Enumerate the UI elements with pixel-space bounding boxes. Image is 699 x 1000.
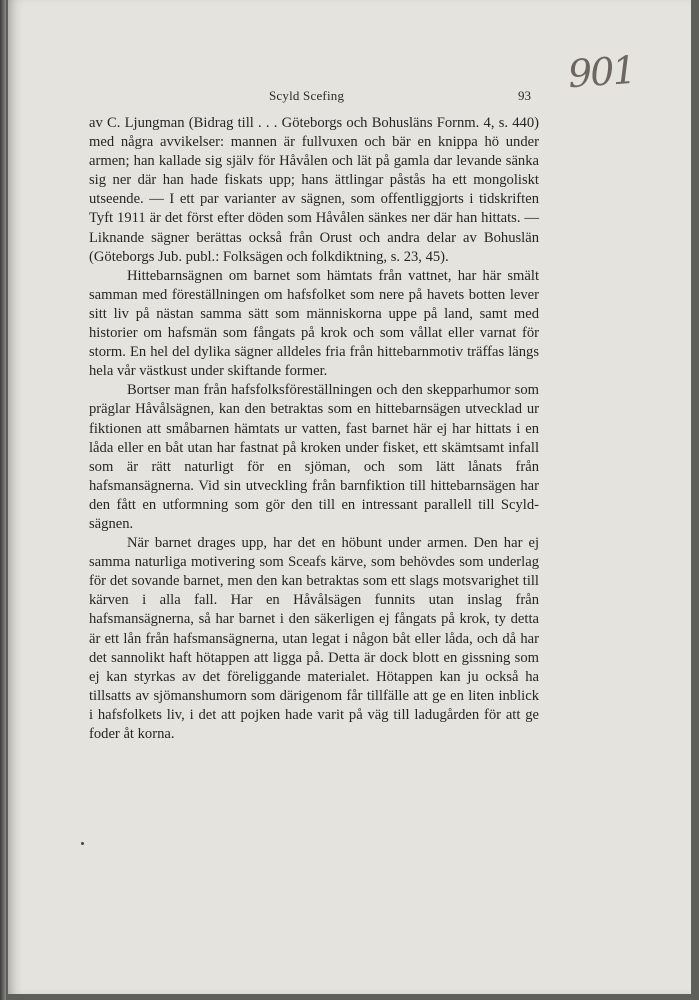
paragraph: Bortser man från hafsfolksföreställningen och den skepparhumor som präglar Håvålsägnen, kan den betraktas som en hittebarnsägen utvecklad ur fiktionen att småbarnen hämtats ur vatten, fast barnet här ej har hittats i en låda eller en båt utan har fastnat på kroken under fisket, ett skämtsamt infall som är rätt naturligt för en sjöman, och som lätt lånats från hafsmansägnerna. Vid sin utveckling från barnfiktion till hittebarnsägen har den fått en utformning som gör den till en intressant parallell till Scyld-sägnen. bbox=[89, 382, 539, 532]
paragraph: Hittebarnsägnen om barnet som hämtats från vattnet, har här smält samman med föreställningen om hafsfolket som nere på havets botten lever sitt liv på nästan samma sätt som människorna uppe på land, samt med historier om hafsmän som fångats på krok och som vållat eller varnat för storm. En hel del dylika sägner alldeles fria från hittebarnmotiv träffas längs hela vår västkust under skiftande former. bbox=[89, 267, 539, 380]
paragraph: av C. Ljungman (Bidrag till . . . Göteborgs och Bohusläns Fornm. 4, s. 440) med några avvikelser: mannen är fullvuxen och bär en knippa hö under armen; han kallade sig själv för Håvålen och lät på gamla dar levande sänka sig ner där han hade fiskats upp; hans ättlingar påstås ha ett mongoliskt utseende. — I ett par varianter av sägnen, som offentliggjorts i tidskriften Tyft 1911 är det först efter döden som Håvålen sänkes ner där han hittats. — Liknande sägner berättas också från Orust och andra delar av Bohuslän (Göteborgs Jub. publ.: Folksägen och folkdiktning, s. 23, 45). bbox=[89, 115, 539, 265]
paragraph: När barnet drages upp, har det en höbunt under armen. Den har ej samma naturliga motivering som Sceafs kärve, som behövdes som underlag för det sovande barnet, men den kan betraktas som ett slags motsvarighet till kärven i alla fall. Har en Håvålsägen funnits utan inslag från hafsmansägnerna, så har barnet i den säkerligen ej fångats på krok, ty detta är ett lån från hafsmansägnerna, utan legat i någon båt eller låda, och då har det sannolikt haft hötappen att ligga på. Detta är dock blott en gissning som ej kan styrkas av det föreliggande materialet. Hötappen kan ju också ha tillsatts av sjömanshumorn som därigenom får tillfälle att ge en liten inblick i hafsfolkets liv, i det att pojken hade varit på väg till ladugården för att ge foder åt korna. bbox=[89, 535, 539, 742]
book-page bbox=[8, 0, 691, 994]
book-spine-edge bbox=[0, 0, 6, 1000]
body-text bbox=[89, 114, 539, 744]
running-title: Scyld Scefing bbox=[269, 88, 345, 103]
handwritten-note: 901 bbox=[566, 47, 636, 97]
ink-speck bbox=[81, 842, 84, 845]
page-number: 93 bbox=[518, 88, 531, 103]
